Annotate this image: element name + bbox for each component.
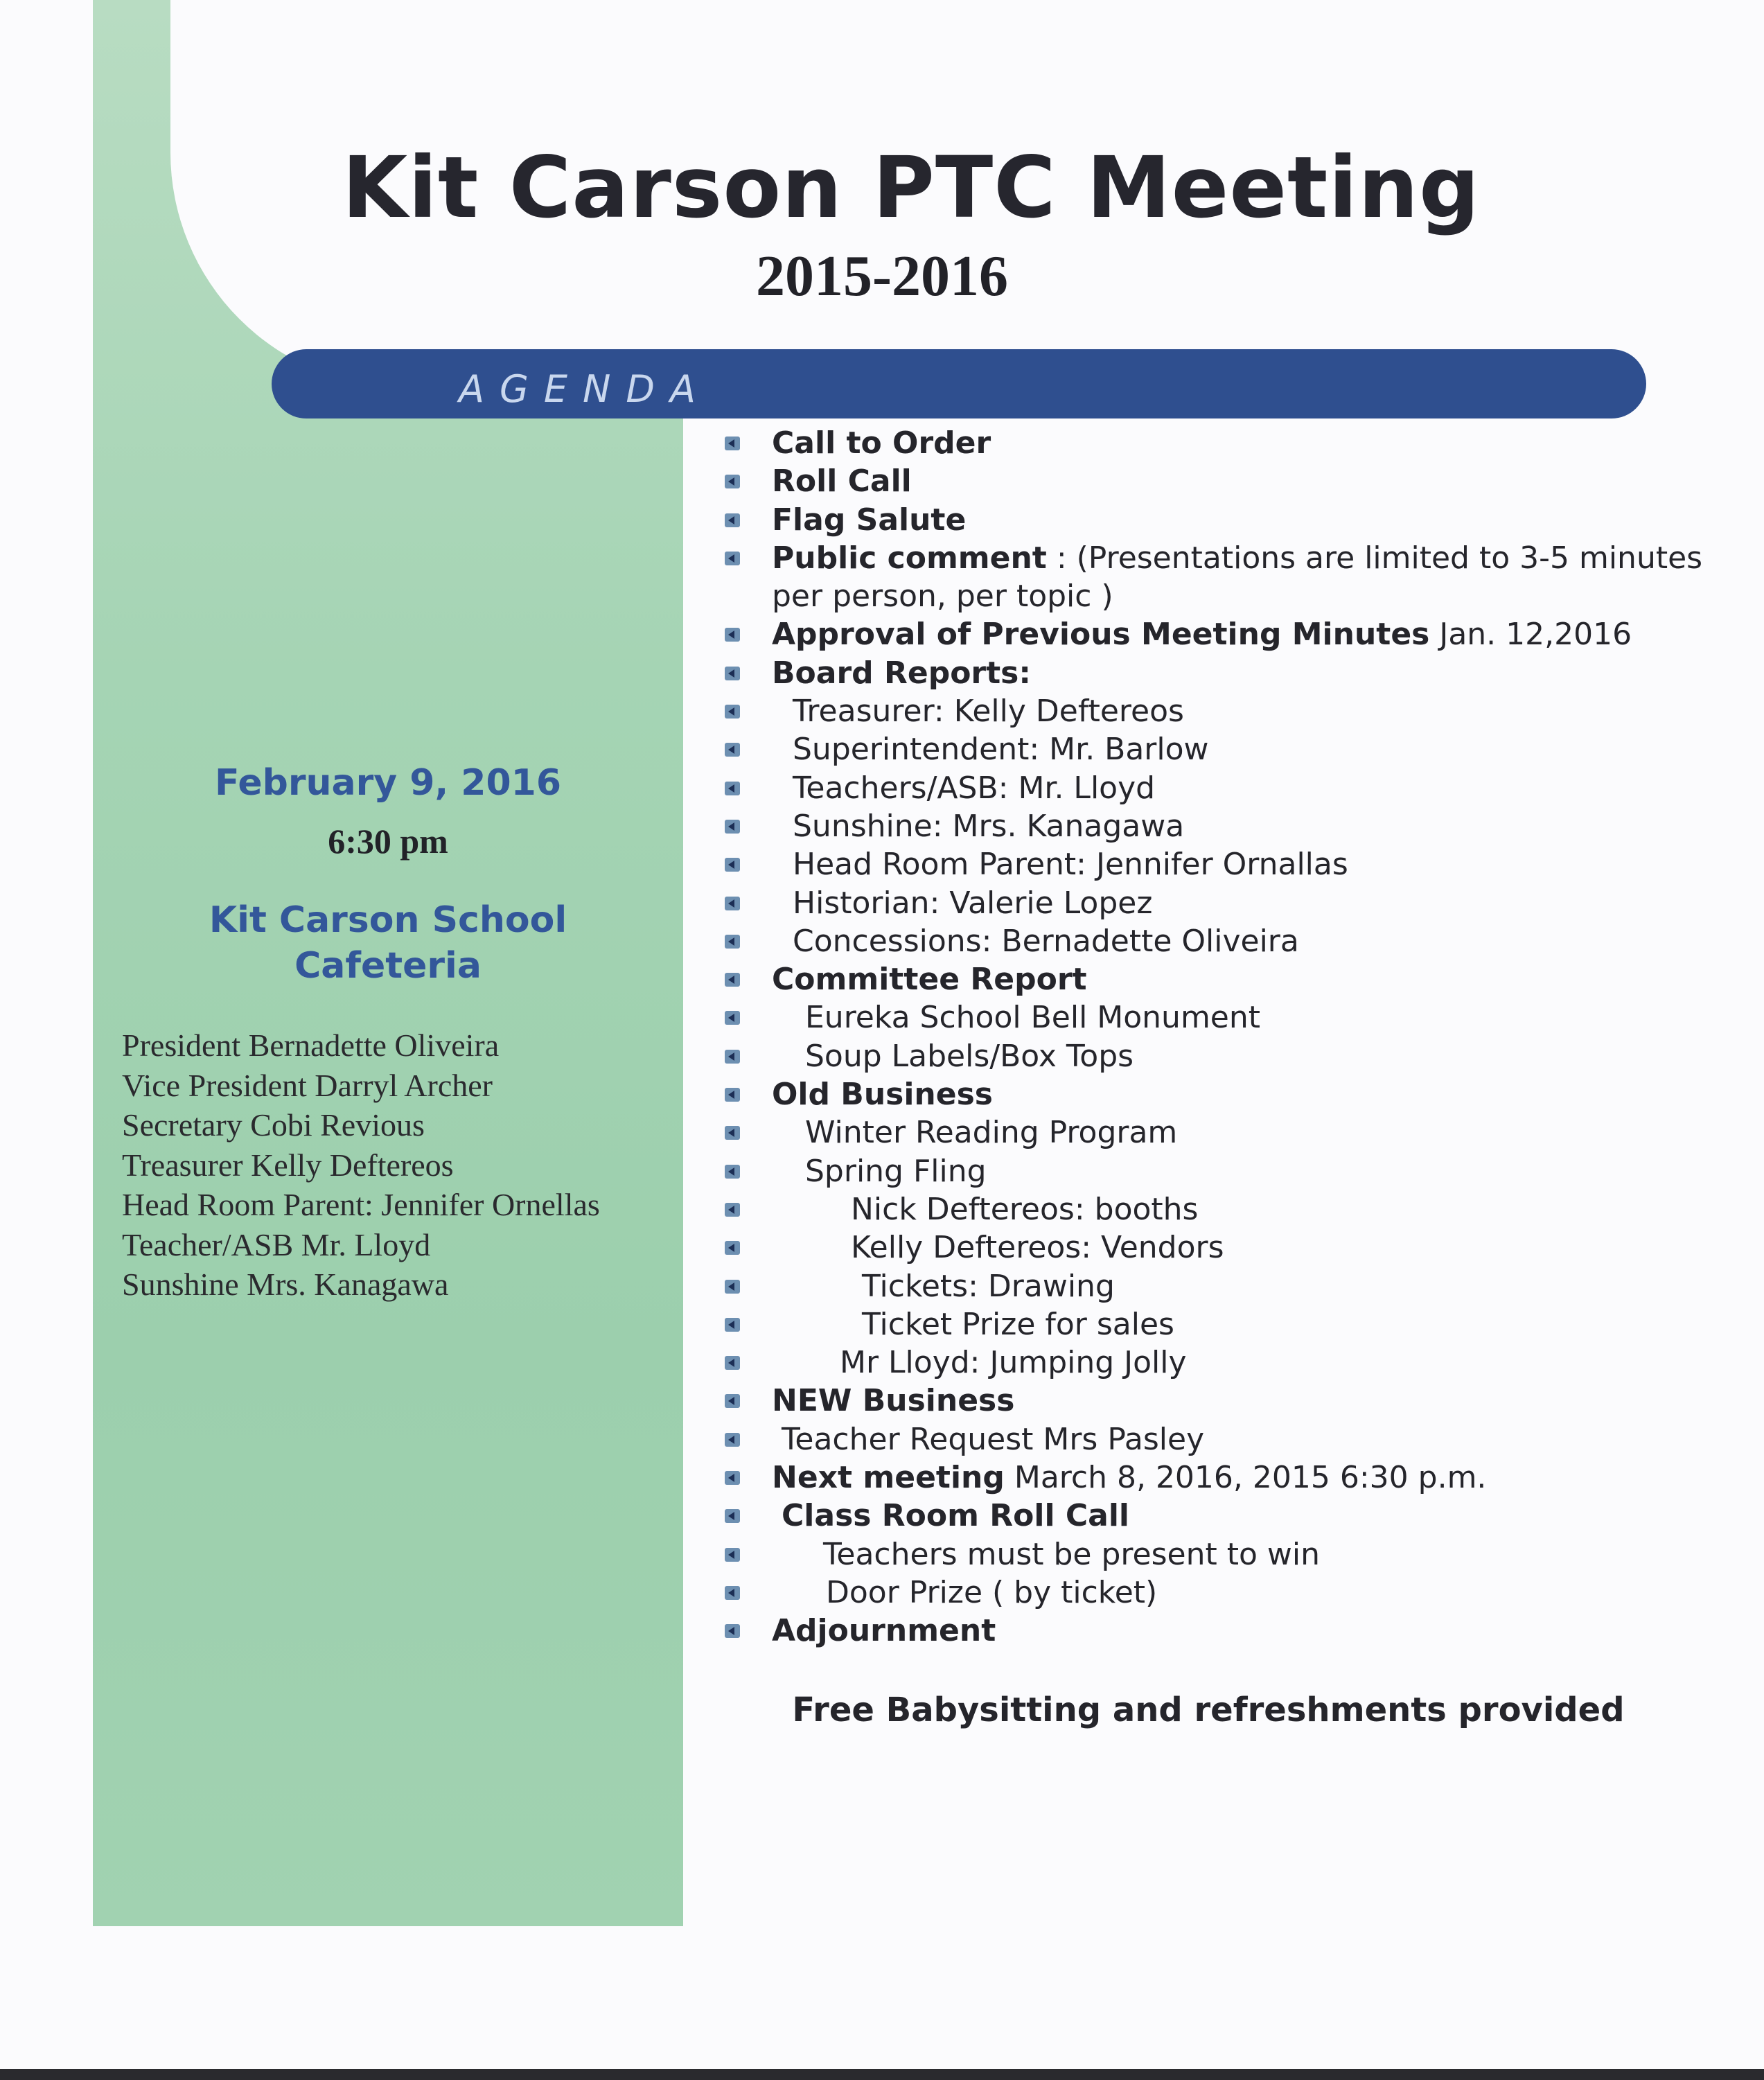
agenda-subitem: Ticket Prize for sales [721, 1305, 1746, 1343]
agenda-subitem: Teachers must be present to win [721, 1535, 1746, 1574]
footer-note: Free Babysitting and refreshments provided [792, 1691, 1625, 1729]
bullet-icon [725, 897, 740, 910]
bullet-icon [725, 513, 740, 527]
bullet-icon [725, 1203, 740, 1217]
agenda-subitem: Sunshine: Mrs. Kanagawa [721, 807, 1746, 845]
location-line-2: Cafeteria [294, 945, 482, 987]
agenda-list [721, 424, 1746, 1650]
officer-item: Sunshine Mrs. Kanagawa [122, 1267, 449, 1302]
bullet-icon [725, 1624, 740, 1638]
agenda-subitem: Mr Lloyd: Jumping Jolly [721, 1343, 1746, 1382]
bullet-icon [725, 858, 740, 872]
agenda-subitem: Teachers/ASB: Mr. Lloyd [721, 769, 1746, 807]
bullet-icon [725, 1241, 740, 1255]
bullet-icon [725, 475, 740, 488]
agenda-item-old-business: Old Business [721, 1075, 1746, 1113]
agenda-subitem: Soup Labels/Box Tops [721, 1037, 1746, 1075]
bullet-icon [725, 1165, 740, 1179]
agenda-subitem: Eureka School Bell Monument [721, 998, 1746, 1037]
bullet-icon [725, 1280, 740, 1294]
agenda-item-board-reports: Board Reports: [721, 654, 1746, 692]
bullet-icon [725, 1011, 740, 1025]
agenda-subitem: Nick Deftereos: booths [721, 1190, 1746, 1228]
officer-item: Treasurer Kelly Deftereos [122, 1147, 454, 1183]
bullet-icon [725, 628, 740, 642]
bullet-icon [725, 1318, 740, 1332]
bullet-icon [725, 782, 740, 795]
agenda-subitem: Teacher Request Mrs Pasley [721, 1420, 1746, 1458]
agenda-item-flag-salute: Flag Salute [721, 501, 1746, 539]
bullet-icon [725, 1548, 740, 1562]
bullet-icon [725, 705, 740, 719]
agenda-banner-label: AGENDA [459, 367, 711, 411]
bullet-icon [725, 820, 740, 834]
meeting-date: February 9, 2016 [214, 762, 562, 804]
agenda-subitem: Head Room Parent: Jennifer Ornallas [721, 845, 1746, 883]
bullet-icon [725, 1394, 740, 1408]
agenda-item-call-to-order: Call to Order [721, 424, 1746, 462]
agenda-subitem: Tickets: Drawing [721, 1267, 1746, 1305]
bullet-icon [725, 1509, 740, 1523]
bullet-icon [725, 1471, 740, 1485]
agenda-subitem: Concessions: Bernadette Oliveira [721, 922, 1746, 960]
agenda-item-roll-call: Roll Call [721, 462, 1746, 500]
officer-item: Vice President Darryl Archer [122, 1067, 493, 1103]
location-line-1: Kit Carson School [209, 899, 567, 941]
agenda-subitem: Spring Fling [721, 1152, 1746, 1190]
bullet-icon [725, 1433, 740, 1447]
officer-item: Teacher/ASB Mr. Lloyd [122, 1226, 431, 1262]
bullet-icon [725, 973, 740, 987]
agenda-subitem: Door Prize ( by ticket) [721, 1574, 1746, 1612]
bullet-icon [725, 1126, 740, 1140]
agenda-subitem: Superintendent: Mr. Barlow [721, 730, 1746, 768]
agenda-subitem: Winter Reading Program [721, 1113, 1746, 1152]
bullet-icon [725, 1586, 740, 1600]
bullet-icon [725, 552, 740, 565]
agenda-item-new-business: NEW Business [721, 1382, 1746, 1420]
agenda-subitem: Kelly Deftereos: Vendors [721, 1228, 1746, 1267]
agenda-item-adjournment: Adjournment [721, 1612, 1746, 1650]
agenda-item-approval: Approval of Previous Meeting Minutes Jan. 12,2016 [721, 615, 1746, 653]
scan-edge [0, 2069, 1764, 2080]
bullet-icon [725, 437, 740, 450]
officer-list [122, 1025, 600, 1305]
page-title: Kit Carson PTC Meeting [342, 139, 1481, 237]
agenda-item-public-comment: Public comment : (Presentations are limited to 3-5 minutes per person, per topic ) [721, 539, 1746, 616]
bullet-icon [725, 743, 740, 757]
agenda-subitem: Historian: Valerie Lopez [721, 884, 1746, 922]
officer-item: Secretary Cobi Revious [122, 1107, 425, 1143]
agenda-item-next-meeting: Next meeting March 8, 2016, 2015 6:30 p.m. [721, 1458, 1746, 1497]
agenda-item-class-room-roll-call: Class Room Roll Call [721, 1497, 1746, 1535]
bullet-icon [725, 935, 740, 949]
agenda-item-committee-report: Committee Report [721, 960, 1746, 998]
meeting-location [93, 897, 683, 989]
agenda-subitem: Treasurer: Kelly Deftereos [721, 692, 1746, 730]
officer-item: Head Room Parent: Jennifer Ornellas [122, 1187, 600, 1222]
bullet-icon [725, 1088, 740, 1102]
meeting-time: 6:30 pm [328, 822, 448, 861]
bullet-icon [725, 1356, 740, 1370]
officer-item: President Bernadette Oliveira [122, 1028, 500, 1063]
bullet-icon [725, 667, 740, 680]
bullet-icon [725, 1050, 740, 1064]
page-subtitle-year: 2015-2016 [756, 244, 1008, 308]
